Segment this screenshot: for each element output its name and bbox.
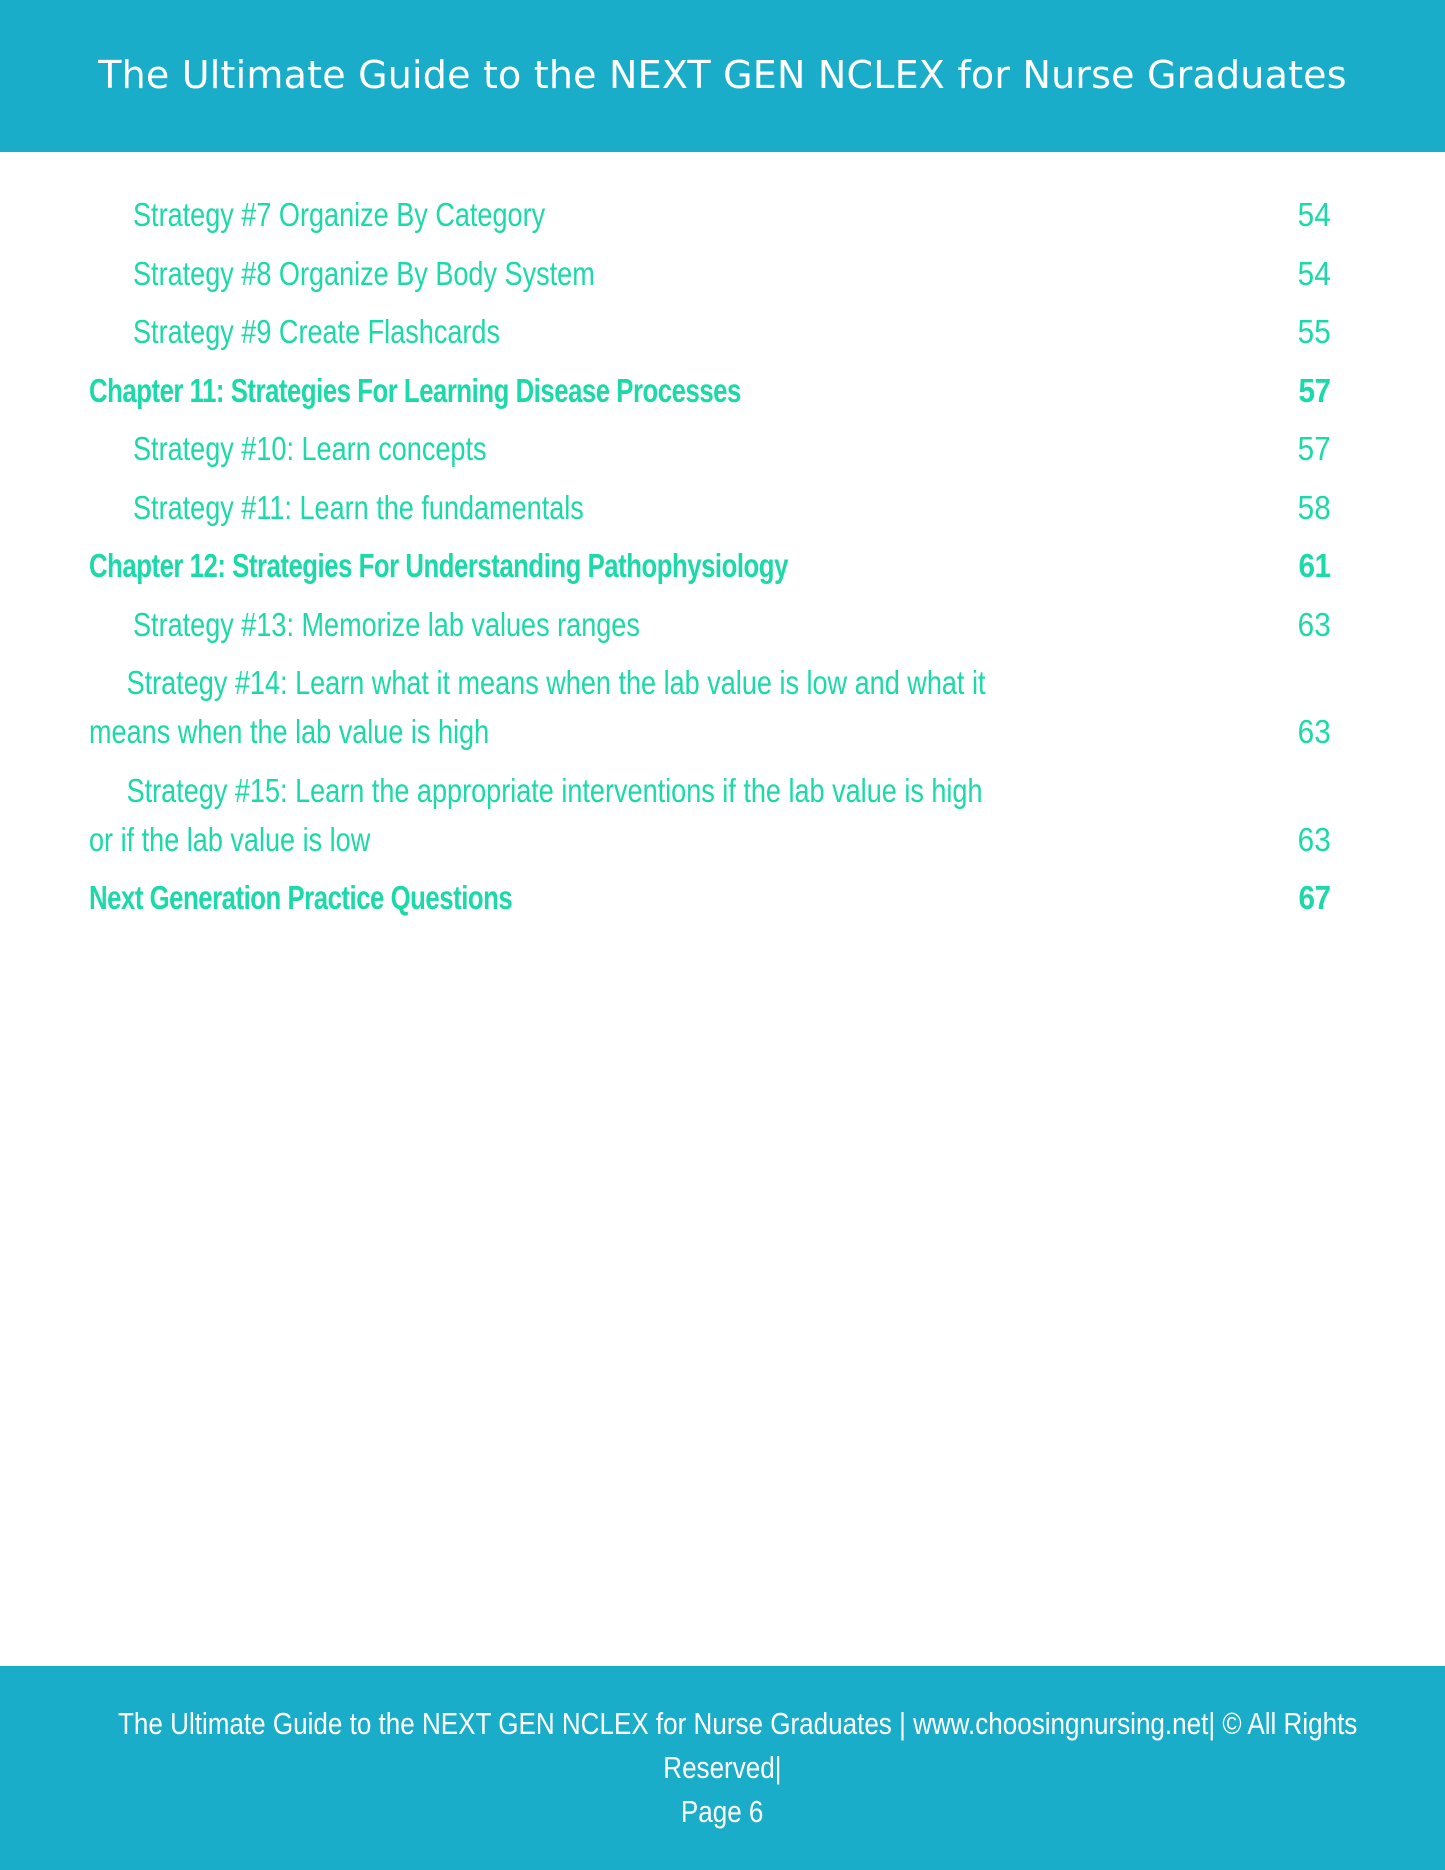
- toc-entry-strategy-7[interactable]: [89, 190, 1331, 239]
- toc-entry-page: 63: [1297, 821, 1331, 858]
- toc-entry-page: 57: [1299, 372, 1331, 409]
- toc-entry-strategy-11[interactable]: [89, 483, 1331, 532]
- footer-reserved-text: Reserved|: [663, 1750, 782, 1785]
- toc-entry-page: 54: [1297, 255, 1331, 292]
- toc-entry-page: 63: [1297, 713, 1331, 750]
- toc-entry-label: Strategy #14: Learn what it means when the lab value is low and what it means when the lab value is high: [89, 664, 986, 750]
- toc-entry-strategy-15[interactable]: [89, 766, 1331, 864]
- toc-entry-strategy-13[interactable]: [89, 600, 1331, 649]
- footer-page-number: [0, 1790, 1445, 1834]
- footer-copyright-line: [0, 1702, 1445, 1746]
- toc-entry-label: Chapter 11: Strategies For Learning Disease Processes: [89, 372, 741, 409]
- toc-entry-strategy-14[interactable]: [89, 658, 1331, 756]
- toc-entry-practice-questions[interactable]: [89, 873, 1331, 922]
- toc-entry-page: 55: [1297, 313, 1331, 350]
- footer-reserved-line: [0, 1746, 1445, 1790]
- toc-entry-label: Strategy #13: Memorize lab values ranges: [133, 606, 640, 643]
- toc-entry-strategy-10[interactable]: [89, 424, 1331, 473]
- toc-entry-page: 57: [1297, 430, 1331, 467]
- toc-entry-page: 67: [1299, 879, 1331, 916]
- toc-entry-page: 61: [1299, 547, 1331, 584]
- toc-entry-page: 63: [1297, 606, 1331, 643]
- footer-copyright-text: The Ultimate Guide to the NEXT GEN NCLEX for Nurse Graduates | www.choosingnursing.net| © All Rights: [118, 1706, 1358, 1741]
- toc-entry-label: Strategy #15: Learn the appropriate interventions if the lab value is high or if the lab value is low: [89, 772, 983, 858]
- header-title: The Ultimate Guide to the NEXT GEN NCLEX for Nurse Graduates: [98, 53, 1347, 97]
- toc-entry-label: Next Generation Practice Questions: [89, 879, 513, 916]
- toc-entry-label: Strategy #11: Learn the fundamentals: [133, 489, 584, 526]
- footer-page-label: Page 6: [681, 1794, 764, 1829]
- toc-entry-page: 54: [1297, 196, 1331, 233]
- toc-entry-chapter-11[interactable]: [89, 366, 1331, 415]
- toc-entry-label: Chapter 12: Strategies For Understanding Pathophysiology: [89, 547, 788, 584]
- toc-entry-label: Strategy #8 Organize By Body System: [133, 255, 595, 292]
- toc-entry-label: Strategy #10: Learn concepts: [133, 430, 487, 467]
- toc-entry-strategy-8[interactable]: [89, 249, 1331, 298]
- toc-entry-page: 58: [1297, 489, 1331, 526]
- page-footer: [0, 1666, 1445, 1870]
- toc-entry-label: Strategy #7 Organize By Category: [133, 196, 546, 233]
- toc-entry-chapter-12[interactable]: [89, 541, 1331, 590]
- toc-entry-strategy-9[interactable]: [89, 307, 1331, 356]
- toc-entry-label: Strategy #9 Create Flashcards: [133, 313, 500, 350]
